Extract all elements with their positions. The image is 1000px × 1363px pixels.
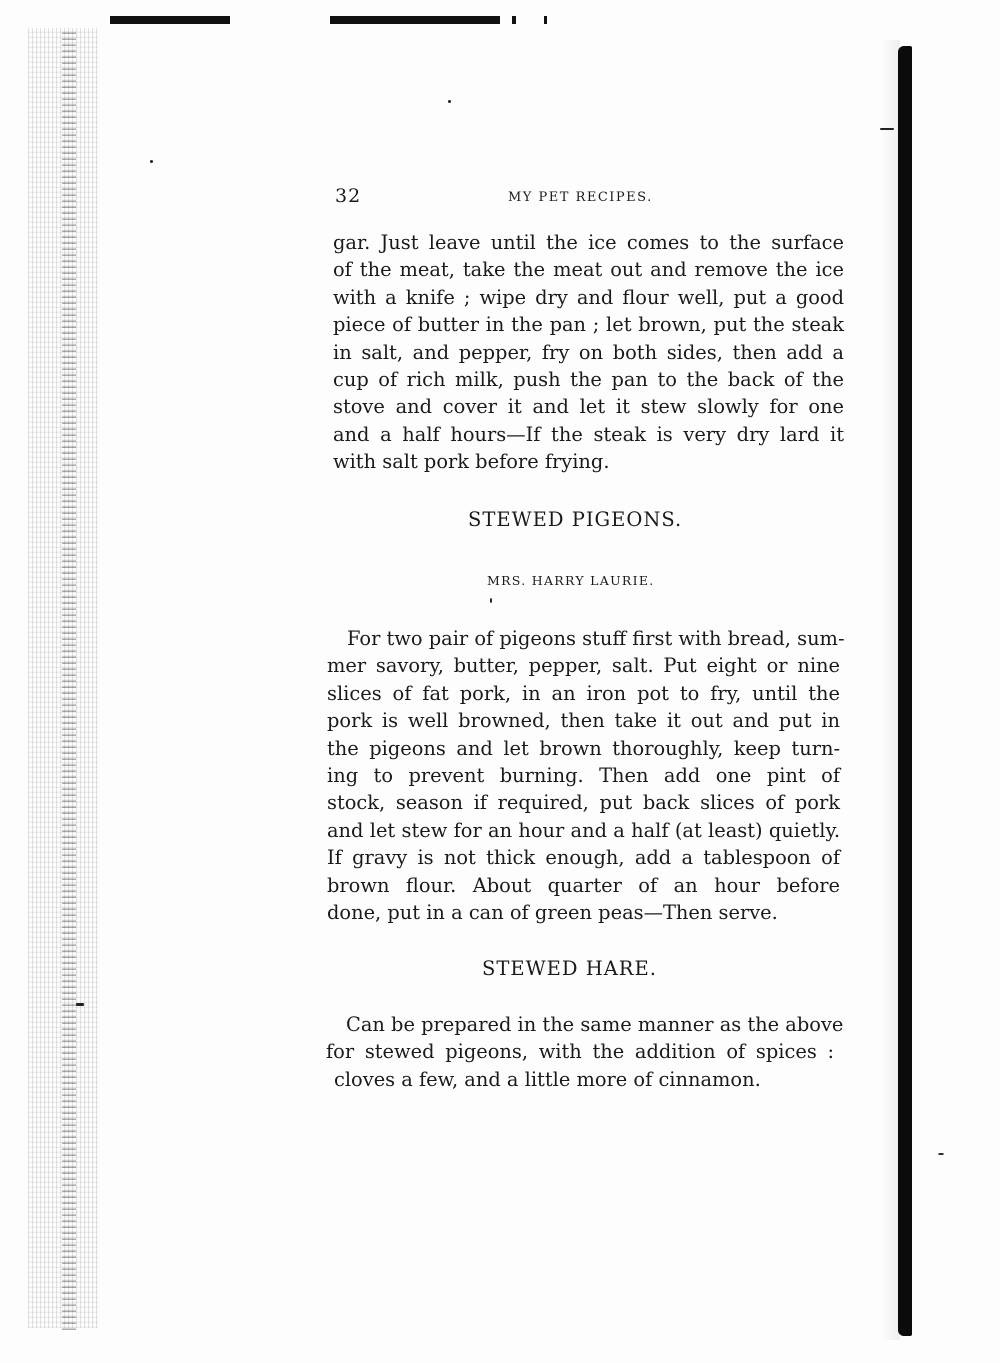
- text-line: for stewed pigeons, with the addition of spices :: [326, 1040, 834, 1064]
- text-line: in salt, and pepper, fry on both sides, then add a: [333, 340, 844, 364]
- text-line: slices of fat pork, in an iron pot to fry, until the: [327, 681, 840, 705]
- continued-recipe-text: [333, 229, 844, 476]
- text-line: Can be prepared in the same manner as the above: [346, 1013, 844, 1036]
- text-line: cloves a few, and a little more of cinnamon.: [334, 1067, 761, 1091]
- text-line: cup of rich milk, push the pan to the back of the: [333, 368, 844, 392]
- scan-speck: [448, 100, 451, 103]
- running-head: [330, 185, 850, 211]
- scan-speck: [880, 128, 894, 130]
- text-line: For two pair of pigeons stuff first with bread, sum-: [347, 627, 845, 650]
- scan-speck: [150, 160, 153, 163]
- text-line: with a knife ; wipe dry and flour well, put a good: [333, 285, 844, 309]
- page-right-edge: [898, 46, 912, 1336]
- running-title: MY PET RECIPES.: [508, 190, 653, 205]
- text-line: done, put in a can of green peas—Then serve.: [327, 901, 778, 925]
- scan-top-mark: [544, 16, 547, 24]
- text-line: of the meat, take the meat out and remove the ice: [333, 258, 844, 282]
- text-line: with salt pork before frying.: [333, 450, 610, 474]
- text-line: and a half hours—If the steak is very dry lard it: [333, 422, 844, 446]
- text-line: and let stew for an hour and a half (at least) quietly.: [327, 818, 840, 842]
- text-line: brown flour. About quarter of an hour before: [327, 873, 840, 897]
- text-line: If gravy is not thick enough, add a tablespoon of: [327, 846, 840, 870]
- scan-top-mark: [330, 16, 500, 24]
- scan-speck: [76, 1003, 84, 1006]
- scan-top-mark: [110, 16, 230, 24]
- text-line: the pigeons and let brown thoroughly, keep turn-: [327, 736, 840, 760]
- recipe-title-stewed-hare: STEWED HARE.: [482, 957, 657, 980]
- text-line: stove and cover it and let it stew slowly for one: [333, 395, 844, 419]
- scan-speck: [938, 1153, 944, 1155]
- text-line: gar. Just leave until the ice comes to the surface: [333, 231, 844, 254]
- stewed-pigeons-text: [327, 625, 845, 926]
- recipe-title-stewed-pigeons: STEWED PIGEONS.: [468, 508, 683, 531]
- page-edge-shade: [880, 40, 900, 1340]
- scan-speck: [490, 598, 492, 603]
- text-line: mer savory, butter, pepper, salt. Put eight or nine: [327, 654, 840, 678]
- binding-edge-dark: [62, 30, 76, 1330]
- text-line: ing to prevent burning. Then add one pint of: [327, 764, 840, 788]
- text-line: piece of butter in the pan ; let brown, put the steak: [333, 313, 844, 337]
- stewed-hare-text: [326, 1011, 844, 1093]
- text-line: stock, season if required, put back slices of pork: [327, 791, 840, 815]
- page-number: 32: [335, 185, 362, 207]
- recipe-author: MRS. HARRY LAURIE.: [487, 573, 655, 588]
- scan-top-mark: [512, 16, 516, 24]
- text-line: pork is well browned, then take it out and put in: [327, 709, 840, 733]
